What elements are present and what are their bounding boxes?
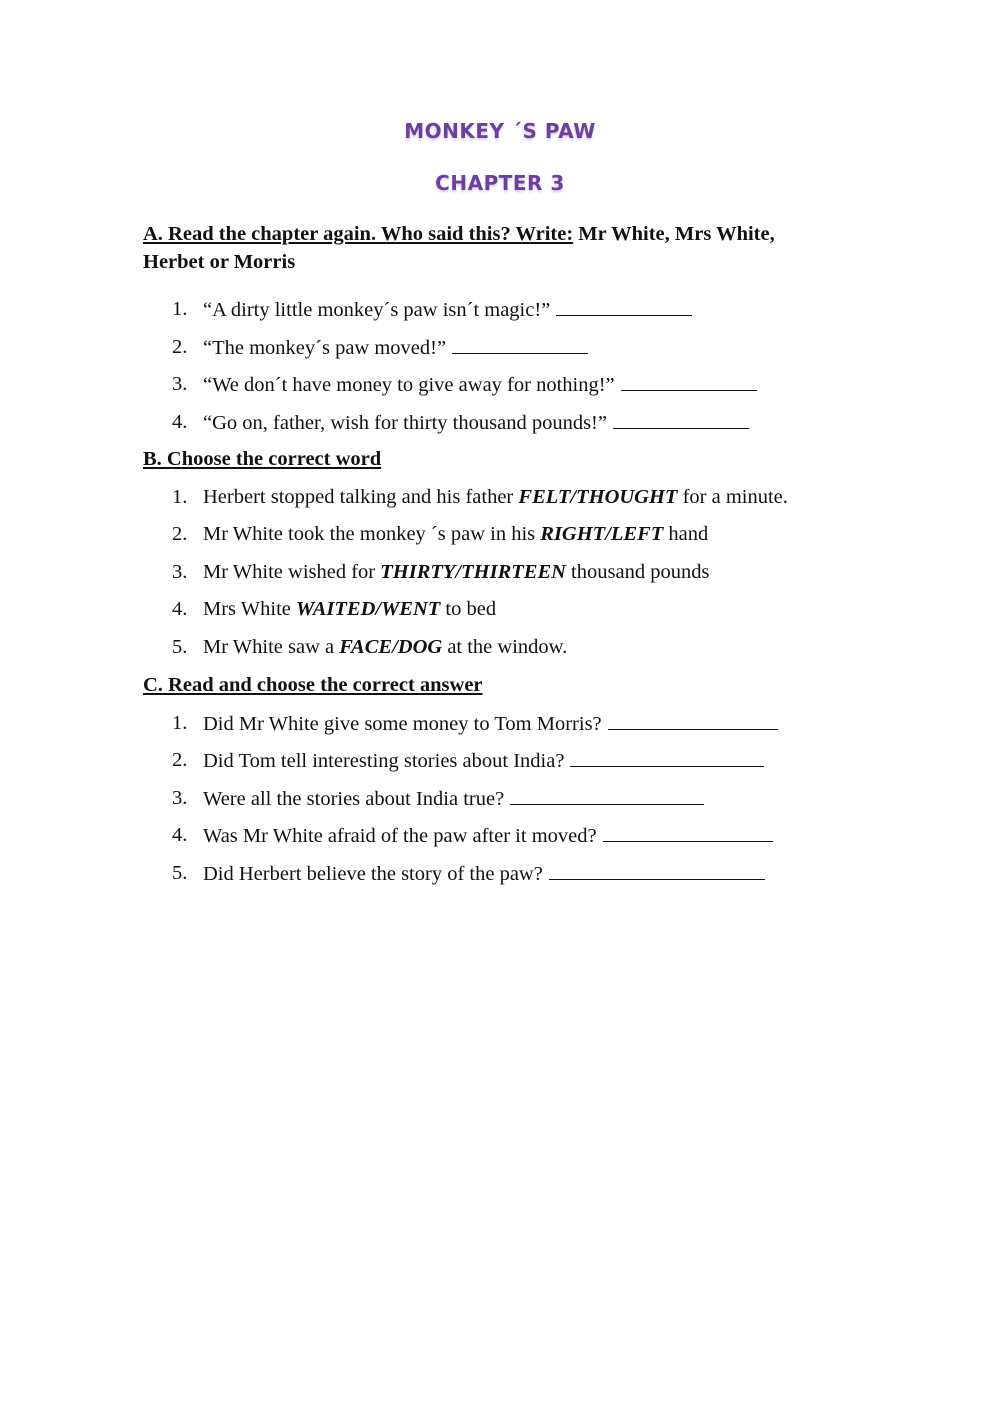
page-title: MONKEY ´S PAW	[404, 119, 596, 143]
item-number: 3.	[172, 787, 188, 809]
answer-blank[interactable]	[603, 823, 773, 842]
section-b-heading-text: B. Choose the correct word	[143, 448, 382, 470]
item-number: 1.	[172, 712, 188, 734]
answer-blank[interactable]	[452, 335, 588, 354]
question-text: Did Tom tell interesting stories about India?	[203, 750, 565, 772]
sentence-start: Mr White wished for	[203, 561, 381, 583]
item-number: 2.	[172, 749, 188, 771]
answer-blank[interactable]	[608, 711, 778, 730]
quote-text: “A dirty little monkey´s paw isn´t magic!”	[203, 299, 551, 321]
sentence-end: thousand pounds	[565, 561, 710, 583]
item-number: 3.	[172, 373, 188, 395]
quote-text: “Go on, father, wish for thirty thousand pounds!”	[203, 412, 607, 434]
item-number: 1.	[172, 486, 188, 508]
item-number: 5.	[172, 636, 188, 658]
answer-blank[interactable]	[621, 372, 757, 391]
item-number: 5.	[172, 862, 188, 884]
quote-text: “We don´t have money to give away for nothing!”	[203, 374, 615, 396]
item-number: 1.	[172, 298, 188, 320]
sentence-end: for a minute.	[677, 486, 788, 508]
word-choice[interactable]: FACE/DOG	[339, 636, 443, 658]
answer-blank[interactable]	[570, 748, 764, 767]
word-choice[interactable]: WAITED/WENT	[296, 598, 441, 620]
item-number: 2.	[172, 523, 188, 545]
item-number: 4.	[172, 598, 188, 620]
word-choice[interactable]: RIGHT/LEFT	[540, 523, 664, 545]
section-a-heading	[143, 220, 843, 276]
answer-blank[interactable]	[549, 861, 765, 880]
sentence-start: Mr White saw a	[203, 636, 340, 658]
question-text: Did Mr White give some money to Tom Morris?	[203, 713, 602, 735]
answer-blank[interactable]	[556, 297, 692, 316]
section-a-heading-names: Mr White, Mrs White,	[573, 223, 775, 245]
sentence-end: at the window.	[442, 636, 568, 658]
question-text: Did Herbert believe the story of the paw?	[203, 863, 543, 885]
sentence-start: Mrs White	[203, 598, 297, 620]
section-b-heading	[143, 445, 843, 473]
sentence-end: hand	[663, 523, 709, 545]
item-number: 4.	[172, 411, 188, 433]
question-text: Was Mr White afraid of the paw after it moved?	[203, 825, 597, 847]
answer-blank[interactable]	[613, 410, 749, 429]
chapter-title: CHAPTER 3	[435, 171, 565, 195]
item-number: 4.	[172, 824, 188, 846]
question-text: Were all the stories about India true?	[203, 788, 505, 810]
sentence-start: Herbert stopped talking and his father	[203, 486, 519, 508]
word-choice[interactable]: THIRTY/THIRTEEN	[380, 561, 566, 583]
word-choice[interactable]: FELT/THOUGHT	[518, 486, 678, 508]
sentence-start: Mr White took the monkey ´s paw in his	[203, 523, 541, 545]
section-c-heading-text: C. Read and choose the correct answer	[143, 674, 483, 696]
item-number: 2.	[172, 336, 188, 358]
answer-blank[interactable]	[510, 786, 704, 805]
quote-text: “The monkey´s paw moved!”	[203, 337, 447, 359]
section-c-heading	[143, 671, 843, 699]
section-a-heading-names-line2: Herbet or Morris	[143, 251, 296, 273]
item-number: 3.	[172, 561, 188, 583]
section-a-heading-instruction: A. Read the chapter again. Who said this? Write:	[143, 223, 574, 245]
sentence-end: to bed	[440, 598, 497, 620]
